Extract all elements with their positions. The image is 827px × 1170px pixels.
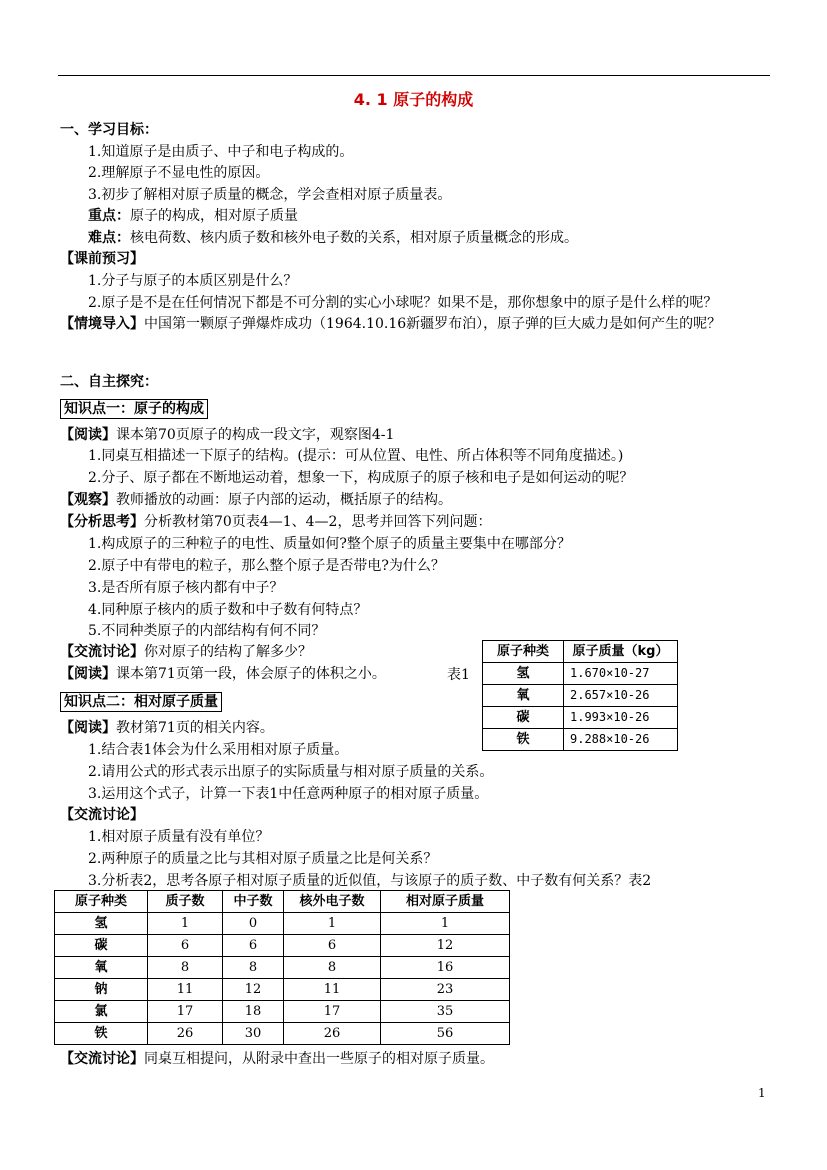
read-2	[60, 664, 386, 684]
difficulty-label: 难点：	[88, 230, 130, 246]
table-row	[483, 729, 678, 751]
table-row	[55, 935, 510, 957]
observe-text: 教师播放的动画：原子内部的运动，概括原子的结构。	[116, 492, 452, 508]
analyze-text: 分析教材第70页表4—1、4—2，思考并回答下列问题：	[144, 514, 492, 530]
page-number: 1	[758, 1086, 766, 1100]
analyze	[60, 512, 491, 532]
table-row	[55, 1001, 510, 1023]
observe-label: 【观察】	[60, 492, 116, 508]
table-cell: 26	[284, 1023, 381, 1045]
read-2-text: 课本第71页第一段，体会原子的体积之小。	[116, 666, 386, 682]
intro-text: 中国第一颗原子弹爆炸成功（1964.10.16新疆罗布泊），原子弹的巨大威力是如何产生的呢？	[144, 316, 722, 332]
analyze-item-5: 5.不同种类原子的内部结构有何不同？	[88, 623, 326, 639]
table-header: 核外电子数	[284, 891, 381, 913]
key-label: 重点：	[88, 208, 130, 224]
table-cell: 26	[148, 1023, 223, 1045]
read-1-label: 【阅读】	[60, 427, 116, 443]
read-3	[60, 718, 274, 738]
read-3-item-1: 1.结合表1体会为什么采用相对原子质量。	[88, 742, 349, 758]
table-cell: 6	[223, 935, 284, 957]
key-point	[88, 206, 298, 226]
table-row	[483, 685, 678, 707]
observe	[60, 490, 452, 510]
analyze-label: 【分析思考】	[60, 514, 144, 530]
intro	[60, 314, 721, 334]
preview-label: 【课前预习】	[60, 251, 144, 267]
goal-2: 2.理解原子不显电性的原因。	[88, 165, 270, 181]
table-cell: 钠	[55, 979, 148, 1001]
difficulty-text: 核电荷数、核内质子数和核外电子数的关系，相对原子质量概念的形成。	[130, 230, 578, 246]
table-cell: 35	[381, 1001, 510, 1023]
table-header: 原子种类	[55, 891, 148, 913]
intro-label: 【情境导入】	[60, 316, 144, 332]
table-cell: 17	[148, 1001, 223, 1023]
discuss-2-item-3: 3.分析表2，思考各原子相对原子质量的近似值，与该原子的质子数、中子数有何关系？表2	[88, 873, 652, 889]
table-cell: 氢	[483, 663, 564, 685]
table-cell: 0	[223, 913, 284, 935]
preview-item-2: 2.原子是不是在任何情况下都是不可分割的实心小球呢？如果不是，那你想象中的原子是什么样的呢？	[88, 295, 718, 311]
table-cell: 碳	[483, 707, 564, 729]
goal-1: 1.知道原子是由质子、中子和电子构成的。	[88, 144, 354, 160]
section2-heading: 二、自主探究：	[60, 374, 158, 390]
table-cell: 8	[223, 957, 284, 979]
table-cell: 1.993×10-26	[564, 707, 678, 729]
table-header: 原子质量（kg）	[564, 641, 678, 663]
table-header: 相对原子质量	[381, 891, 510, 913]
read-3-label: 【阅读】	[60, 720, 116, 736]
read-2-label: 【阅读】	[60, 666, 116, 682]
discuss-3	[60, 1049, 494, 1069]
read-1-text: 课本第70页原子的构成一段文字，观察图4-1	[116, 427, 395, 443]
table-row	[483, 707, 678, 729]
table-2	[54, 890, 510, 1045]
read-1-item-1: 1.同桌互相描述一下原子的结构。(提示：可从位置、电性、所占体积等不同角度描述。)	[88, 448, 624, 464]
table-cell: 1	[148, 913, 223, 935]
table-cell: 8	[284, 957, 381, 979]
table-header-row	[55, 891, 510, 913]
table-row	[55, 979, 510, 1001]
analyze-item-2: 2.原子中有带电的粒子，那么整个原子是否带电?为什么？	[88, 558, 445, 574]
table-1	[482, 640, 678, 751]
table-cell: 56	[381, 1023, 510, 1045]
table-cell: 12	[381, 935, 510, 957]
table-row	[55, 913, 510, 935]
table-row	[55, 957, 510, 979]
table-header: 质子数	[148, 891, 223, 913]
goal-3: 3.初步了解相对原子质量的概念，学会查相对原子质量表。	[88, 187, 452, 203]
preview-item-1: 1.分子与原子的本质区别是什么？	[88, 273, 298, 289]
table-cell: 23	[381, 979, 510, 1001]
read-3-text: 教材第71页的相关内容。	[116, 720, 274, 736]
discuss-2-label: 【交流讨论】	[60, 807, 144, 823]
discuss-2-item-2: 2.两种原子的质量之比与其相对原子质量之比是何关系？	[88, 851, 438, 867]
discuss-1-label: 【交流讨论】	[60, 644, 144, 660]
key-text: 原子的构成，相对原子质量	[130, 208, 298, 224]
table1-caption: 表1	[447, 667, 470, 683]
read-1	[60, 425, 394, 445]
table-cell: 氢	[55, 913, 148, 935]
header-rule	[58, 75, 770, 76]
table-cell: 6	[284, 935, 381, 957]
table-cell: 8	[148, 957, 223, 979]
table-cell: 11	[148, 979, 223, 1001]
knowledge-point-1: 知识点一：原子的构成	[60, 399, 208, 419]
table-cell: 17	[284, 1001, 381, 1023]
section1-heading: 一、学习目标：	[60, 122, 158, 138]
table-header: 原子种类	[483, 641, 564, 663]
difficulty	[88, 228, 578, 248]
table-cell: 氧	[55, 957, 148, 979]
table-cell: 铁	[483, 729, 564, 751]
table-cell: 11	[284, 979, 381, 1001]
table-header-row	[483, 641, 678, 663]
knowledge-point-2: 知识点二：相对原子质量	[60, 692, 222, 712]
analyze-item-1: 1.构成原子的三种粒子的电性、质量如何?整个原子的质量主要集中在哪部分？	[88, 536, 571, 552]
discuss-1	[60, 642, 312, 662]
table-cell: 碳	[55, 935, 148, 957]
table-cell: 铁	[55, 1023, 148, 1045]
table-cell: 9.288×10-26	[564, 729, 678, 751]
table-cell: 30	[223, 1023, 284, 1045]
discuss-3-text: 同桌互相提问，从附录中查出一些原子的相对原子质量。	[144, 1051, 494, 1067]
table-header: 中子数	[223, 891, 284, 913]
analyze-item-3: 3.是否所有原子核内都有中子？	[88, 580, 284, 596]
table-row	[55, 1023, 510, 1045]
table-cell: 1	[284, 913, 381, 935]
table-cell: 2.657×10-26	[564, 685, 678, 707]
table-cell: 1.670×10-27	[564, 663, 678, 685]
table-cell: 12	[223, 979, 284, 1001]
read-3-item-3: 3.运用这个式子，计算一下表1中任意两种原子的相对原子质量。	[88, 786, 489, 802]
discuss-2-item-1: 1.相对原子质量有没有单位？	[88, 829, 270, 845]
read-1-item-2: 2.分子、原子都在不断地运动着，想象一下，构成原子的原子核和电子是如何运动的呢？	[88, 470, 634, 486]
table-cell: 18	[223, 1001, 284, 1023]
page-title: 4. 1 原子的构成	[353, 90, 474, 109]
table-cell: 16	[381, 957, 510, 979]
table-cell: 6	[148, 935, 223, 957]
read-3-item-2: 2.请用公式的形式表示出原子的实际质量与相对原子质量的关系。	[88, 764, 494, 780]
table-cell: 1	[381, 913, 510, 935]
discuss-1-text: 你对原子的结构了解多少？	[144, 644, 312, 660]
analyze-item-4: 4.同种原子核内的质子数和中子数有何特点？	[88, 602, 368, 618]
table-cell: 氧	[483, 685, 564, 707]
table-row	[483, 663, 678, 685]
table-cell: 氯	[55, 1001, 148, 1023]
discuss-3-label: 【交流讨论】	[60, 1051, 144, 1067]
